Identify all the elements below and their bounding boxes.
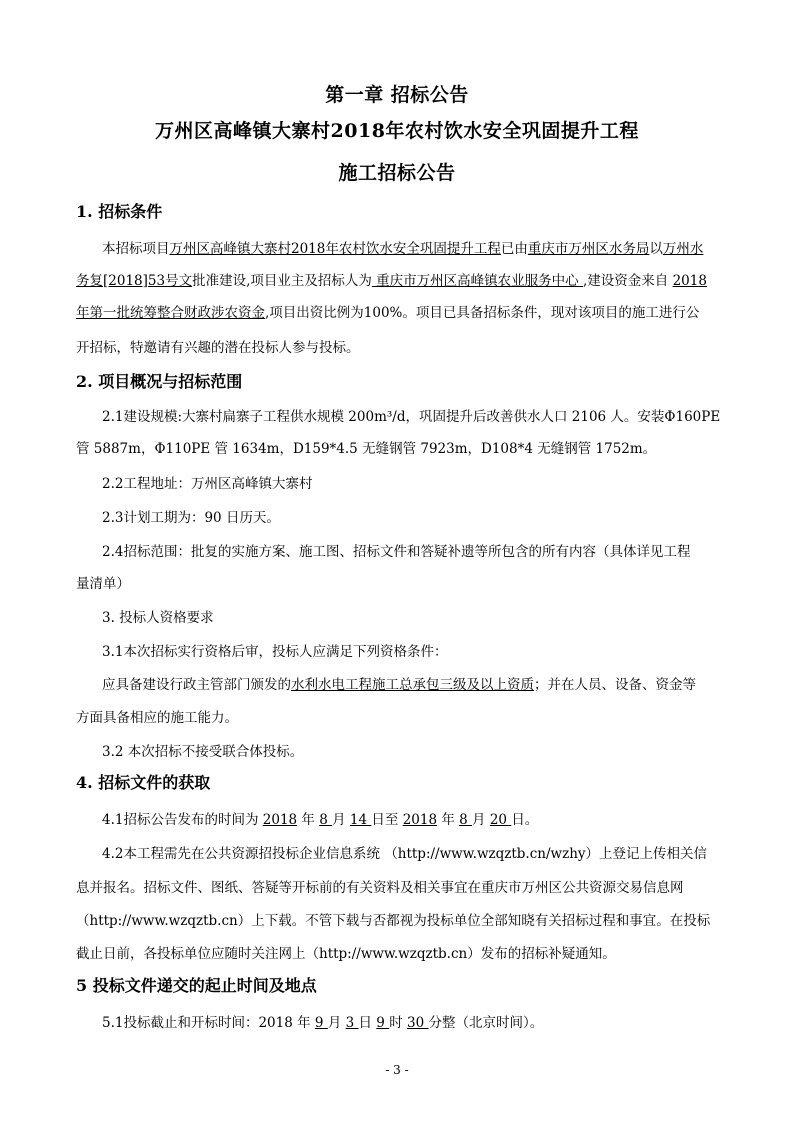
s2-p4-line-2: 量清单） bbox=[76, 576, 130, 592]
text: ,建设资金来自 bbox=[582, 273, 673, 289]
s2-p2: 2.2工程地址：万州区高峰镇大寨村 bbox=[102, 476, 313, 492]
text: 4.1招标公告发布的时间为 bbox=[102, 812, 263, 828]
text: 已由 bbox=[500, 241, 528, 257]
underlined-text: 9 bbox=[376, 1015, 390, 1031]
s3-p1: 3.1本次招标实行资格后审，投标人应满足下列资格条件： bbox=[102, 644, 448, 660]
underlined-text: 8 bbox=[459, 812, 473, 828]
underlined-text: 重庆市万州区水务局 bbox=[527, 241, 650, 257]
text: 5.1投标截止和开标时间：2018 年 bbox=[102, 1015, 315, 1031]
text: 日至 bbox=[371, 812, 403, 828]
text: 以 bbox=[649, 241, 663, 257]
section-5-heading: 5 投标文件递交的起止时间及地点 bbox=[76, 976, 317, 995]
s2-p1-line-2: 管 5887m，Φ110PE 管 1634m，D159*4.5 无缝钢管 7923m，D108*4 无缝钢管 1752m。 bbox=[76, 441, 657, 457]
underlined-text: 2018年农村饮水安全巩固提升工程 bbox=[291, 241, 501, 257]
text: 年 bbox=[437, 812, 460, 828]
text: 月 bbox=[472, 812, 490, 828]
text: 本招标项目 bbox=[102, 241, 170, 257]
text: 月 bbox=[327, 1015, 346, 1031]
text: 应具备建设行政主管部门颁发的 bbox=[102, 677, 291, 693]
underlined-text: 9 bbox=[314, 1015, 328, 1031]
underlined-text: 万州区高峰镇大寨村 bbox=[169, 241, 291, 257]
text: 月 bbox=[332, 812, 350, 828]
text: 日 bbox=[358, 1015, 377, 1031]
section-2-heading: 2. 项目概况与招标范围 bbox=[76, 372, 243, 391]
underlined-text: 14 bbox=[349, 812, 372, 828]
s4-p2-line-4: 截止日前，各投标单位应随时关注网上（http://www.wzqztb.cn）发布的招标补疑通知。 bbox=[76, 946, 616, 962]
s4-p1 bbox=[102, 808, 538, 828]
s3-p3: 3.2 本次招标不接受联合体投标。 bbox=[102, 744, 304, 760]
section-1-heading: 1. 招标条件 bbox=[76, 202, 163, 221]
text: 日。 bbox=[511, 812, 539, 828]
project-title: 万州区高峰镇大寨村2018年农村饮水安全巩固提升工程 bbox=[155, 120, 639, 142]
text: ；并在人员、设备、资金等 bbox=[534, 677, 696, 693]
underlined-text: 水利水电工程施工总承包三级及以上资质 bbox=[291, 677, 534, 693]
text: 年 bbox=[297, 812, 320, 828]
underlined-text: 30 bbox=[406, 1015, 429, 1031]
underlined-text: 3 bbox=[345, 1015, 359, 1031]
underlined-text: 2018 bbox=[402, 812, 438, 828]
s5-p1 bbox=[102, 1011, 543, 1031]
text: ,项目出资比例为100%。项目已具备招标条件，现对该项目的施工进行公 bbox=[265, 305, 700, 321]
section-4-heading: 4. 招标文件的获取 bbox=[76, 773, 211, 792]
s4-p2-line-3: （http://www.wzqztb.cn）上下载。不管下载与否都视为投标单位全部知晓有关招标过程和事宜。在投标 bbox=[76, 913, 711, 929]
underlined-text: 2018 bbox=[262, 812, 298, 828]
s1-line-4: 开招标，特邀请有兴趣的潜在投标人参与投标。 bbox=[76, 340, 360, 356]
underlined-text: 重庆市万州区高峰镇农业服务中心 bbox=[371, 273, 583, 289]
section-3-heading: 3. 投标人资格要求 bbox=[102, 610, 214, 626]
s2-p4-line-1: 2.4招标范围：批复的实施方案、施工图、招标文件和答疑补遗等所包含的所有内容（具体详见工程 bbox=[102, 544, 691, 560]
notice-title: 施工招标公告 bbox=[338, 162, 456, 184]
s1-line-2 bbox=[76, 269, 707, 289]
underlined-text: 万州水 bbox=[662, 241, 704, 257]
s1-line-1 bbox=[102, 237, 703, 257]
underlined-text: 8 bbox=[319, 812, 333, 828]
s3-p2-line-1 bbox=[102, 673, 696, 693]
s2-p1-line-1: 2.1建设规模:大寨村扁寨子工程供水规模 200m³/d，巩固提升后改善供水人口 2106 人。安装Φ160PE bbox=[102, 409, 721, 425]
s3-p2-line-2: 方面具备相应的施工能力。 bbox=[76, 710, 238, 726]
underlined-text: 务复[2018]53号文 bbox=[76, 273, 193, 289]
text: 批准建设,项目业主及招标人为 bbox=[192, 273, 372, 289]
s4-p2-line-1: 4.2本工程需先在公共资源招投标企业信息系统 （http://www.wzqztb.cn/wzhy）上登记上传相关信 bbox=[102, 846, 708, 862]
page-number: - 3 - bbox=[385, 1063, 409, 1077]
underlined-text: 2018 bbox=[672, 273, 707, 289]
s4-p2-line-2: 息并报名。招标文件、图纸、答疑等开标前的有关资料及相关事宜在重庆市万州区公共资源交易信息网 bbox=[76, 880, 684, 896]
underlined-text: 年第一批统筹整合财政涉农资金 bbox=[76, 305, 265, 321]
text: 时 bbox=[389, 1015, 407, 1031]
chapter-title: 第一章 招标公告 bbox=[325, 84, 469, 106]
s1-line-3 bbox=[76, 301, 699, 321]
underlined-text: 20 bbox=[489, 812, 512, 828]
text: 分整（北京时间）。 bbox=[428, 1015, 544, 1031]
s2-p3: 2.3计划工期为：90 日历天。 bbox=[102, 510, 280, 526]
